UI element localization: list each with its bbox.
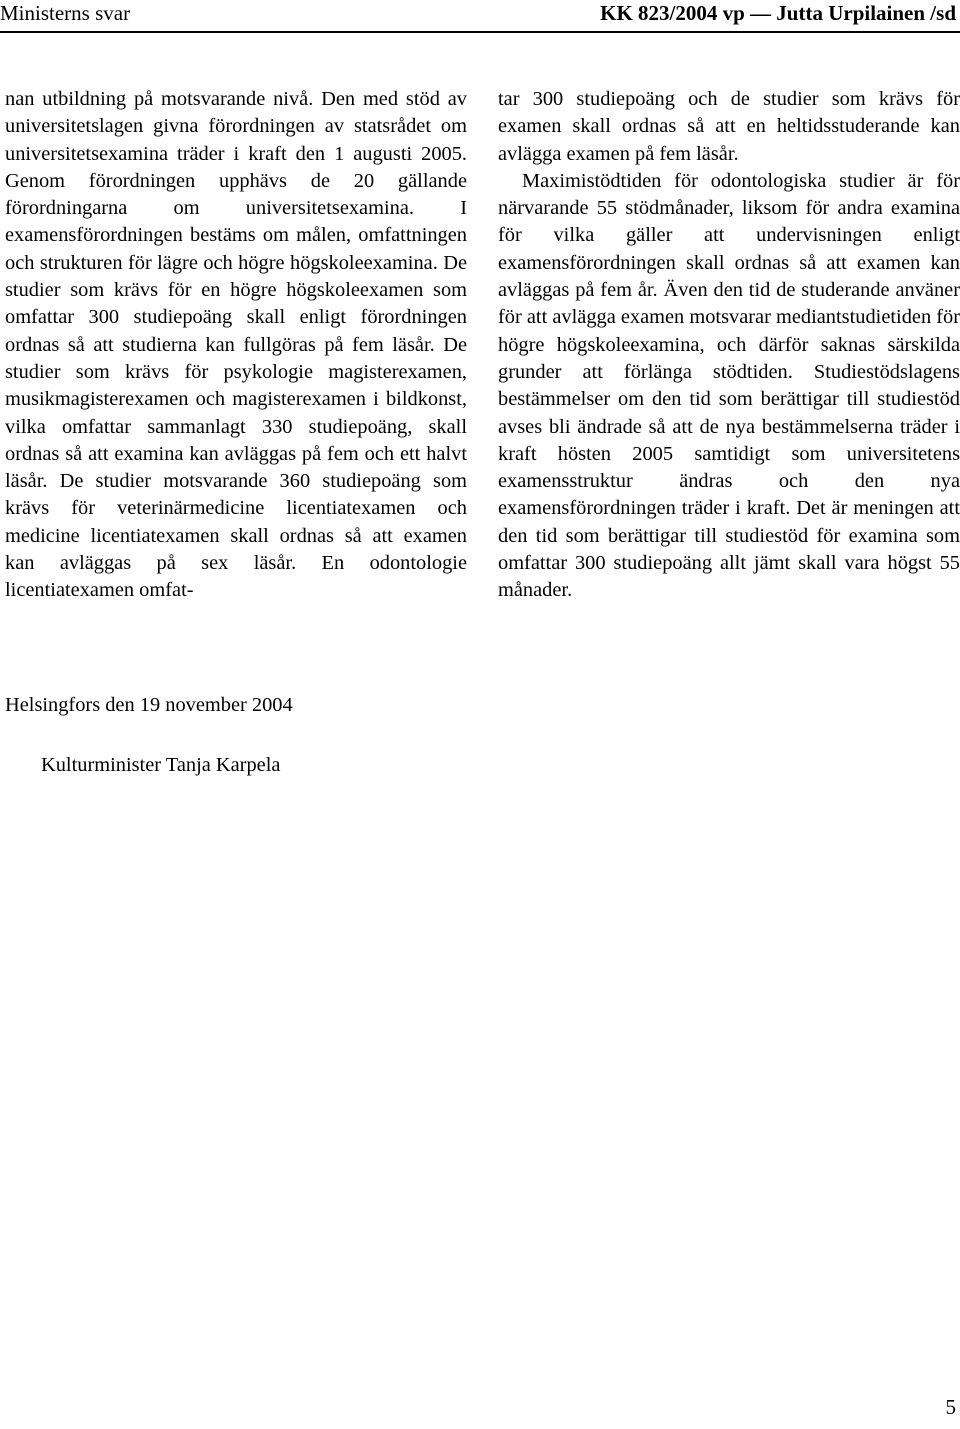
header-divider — [0, 31, 960, 33]
header-document-reference: KK 823/2004 vp — Jutta Urpilainen /sd — [600, 1, 956, 25]
left-column — [5, 86, 467, 605]
header-section-title: Ministerns svar — [0, 1, 131, 25]
right-column-paragraph-support-period: Maximistödtiden för odontologiska studier är för närvarande 55 stödmånader, liksom för andra examina för vilka gäller att undervisningen enligt examensförordningen skall ordnas så att examen kan avläggas på fem år. Även den tid de studerande använer för att avlägga examen motsvarar mediantstudietiden för högre högskoleexamina, och därför saknas särskilda grunder att förlänga stödtiden. Studiestödslagens bestämmelser om den tid som berättigar till studiestöd avses bli ändrade så att de nya bestämmelserna träder i kraft hösten 2005 samtidigt som universitetens examensstruktur ändras och den nya examensförordningen träder i kraft. Det är meningen att den tid som berättigar till studiestöd för examina som omfattar 300 studiepoäng allt jämt skall vara högst 55 månader. — [498, 169, 960, 602]
right-column-paragraph-continuation: tar 300 studiepoäng och de studier som krävs för examen skall ordnas så att en heltidsstuderande kan avlägga examen på fem läsår. — [498, 88, 960, 165]
place-and-date: Helsingfors den 19 november 2004 — [5, 694, 293, 716]
page-header — [0, 0, 960, 40]
left-column-paragraph: nan utbildning på motsvarande nivå. Den med stöd av universitetslagen givna förordningen av statsrådet om universitetsexamina träder i kraft den 1 augusti 2005. Genom förordningen upphävs de 20 gällande förordningarna om universitetsexamina. I examensförordningen bestäms om målen, omfattningen och strukturen för lägre och högre högskoleexamina. De studier som krävs för en högre högskoleexamen som omfattar 300 studiepoäng skall enligt förordningen ordnas så att studierna kan fullgöras på fem läsår. De studier som krävs för psykologie magisterexamen, musikmagisterexamen och magisterexamen i bildkonst, vilka omfattar sammanlagt 330 studiepoäng, skall ordnas så att examina kan avläggas på fem och ett halvt läsår. De studier motsvarande 360 studiepoäng som krävs för veterinärmedicine licentiatexamen och medicine licentiatexamen skall ordnas så att examen kan avläggas på sex läsår. En odontologie licentiatexamen omfat- — [5, 88, 467, 602]
minister-signature: Kulturminister Tanja Karpela — [41, 754, 281, 776]
right-column — [498, 86, 960, 605]
page-number: 5 — [945, 1395, 956, 1419]
